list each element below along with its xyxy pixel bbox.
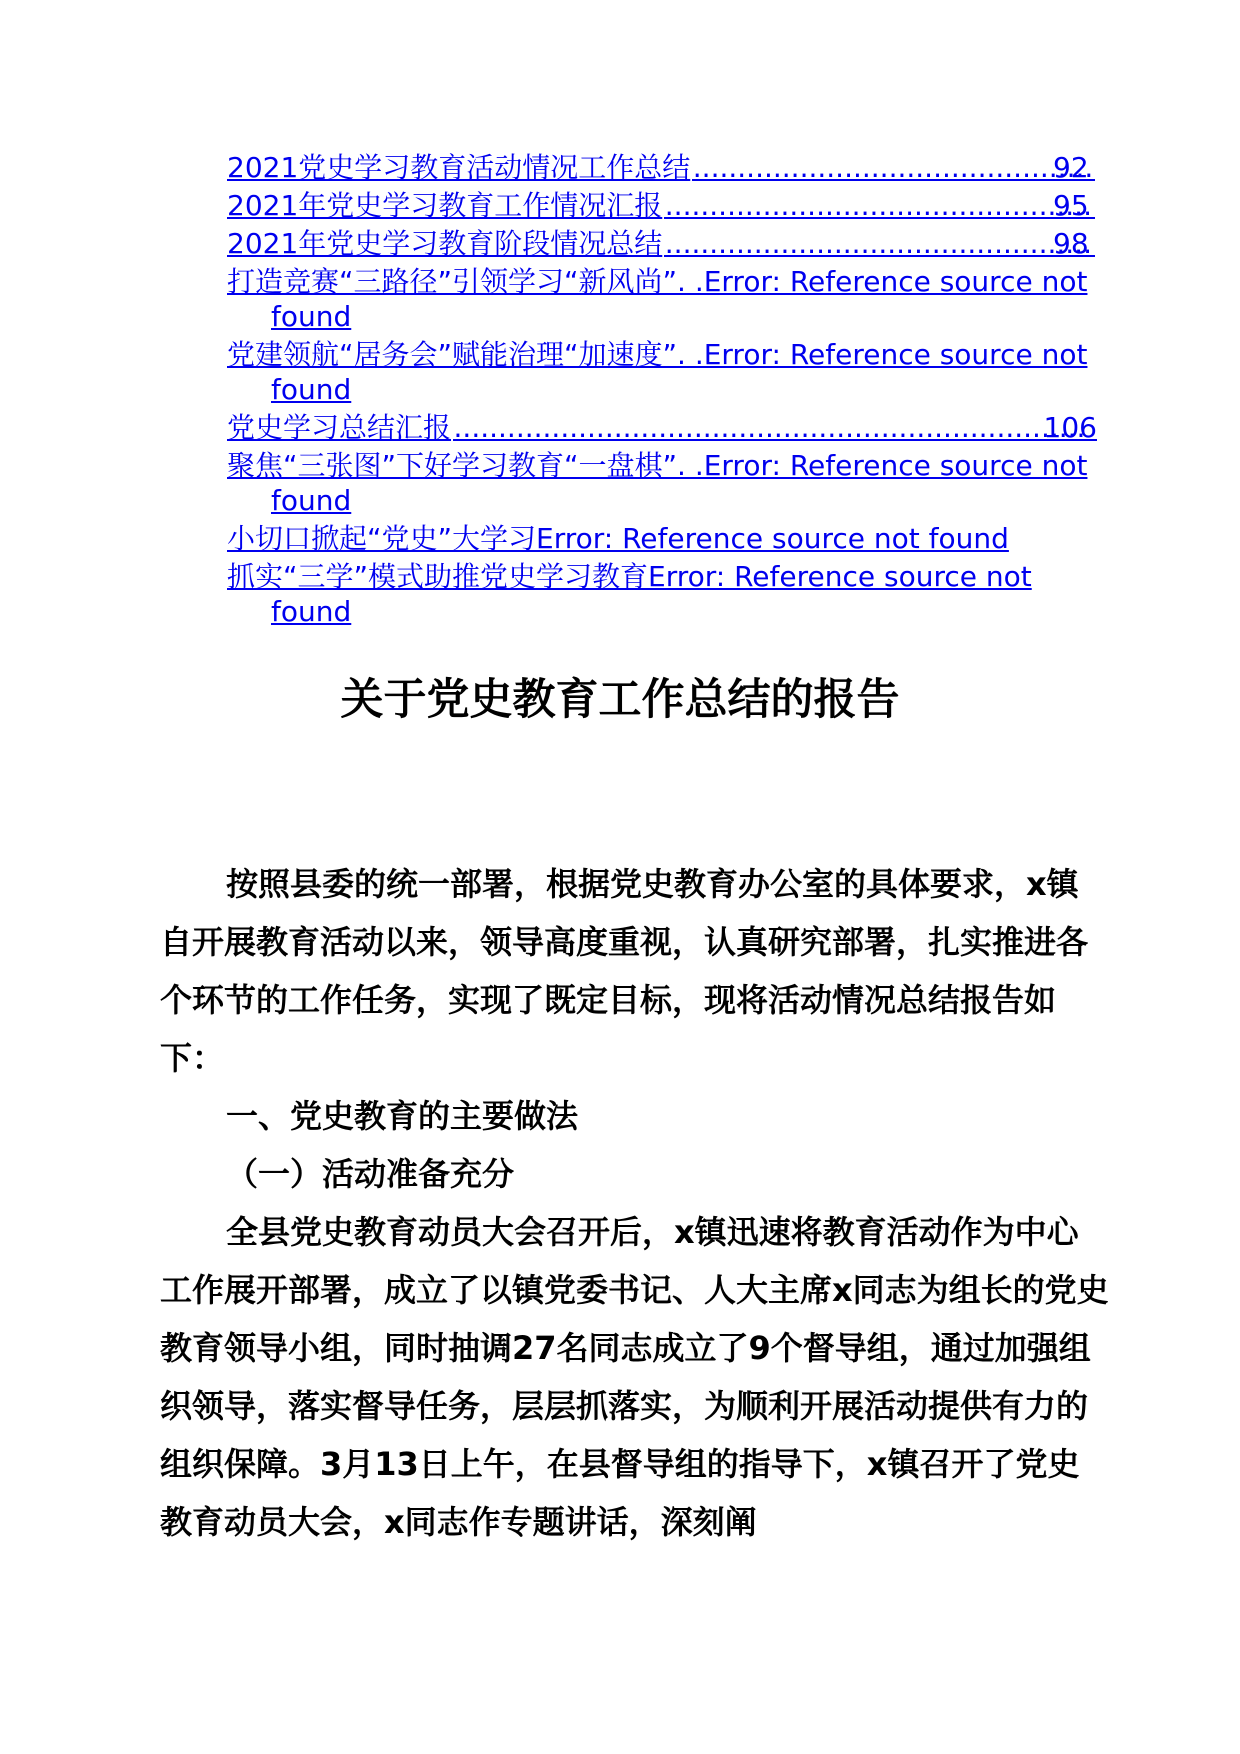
toc-page-number: 106 <box>1043 411 1097 444</box>
toc-leader-dots <box>664 226 1095 261</box>
toc-leader-dots <box>664 188 1095 223</box>
toc-leader-dots <box>692 150 1095 185</box>
toc-entry[interactable]: 聚焦“三张图”下好学习教育“一盘棋”. .Error: Reference source not found <box>227 449 1088 517</box>
document-body <box>160 855 1110 1551</box>
toc-entry[interactable]: 2021年党史学习教育阶段情况总结 ..... 98 <box>227 226 1097 261</box>
toc-entry[interactable]: 小切口掀起“党史”大学习Error: Reference source not found <box>227 522 1009 555</box>
toc-entry[interactable]: 党建领航“居务会”赋能治理“加速度”. .Error: Reference source not found <box>227 338 1088 406</box>
table-of-contents <box>227 150 1097 632</box>
subsection-heading: （一）活动准备充分 <box>226 1155 515 1193</box>
toc-entry[interactable]: 党史学习总结汇报 ..... 106 <box>227 410 1097 445</box>
toc-leader-dots <box>453 410 1086 445</box>
document-title: 关于党史教育工作总结的报告 <box>340 675 900 725</box>
section-heading: 一、党史教育的主要做法 <box>226 1097 579 1135</box>
toc-entry[interactable]: 打造竞赛“三路径”引领学习“新风尚”. .Error: Reference source not found <box>227 265 1088 333</box>
body-paragraph: 按照县委的统一部署，根据党史教育办公室的具体要求，x镇自开展教育活动以来，领导高度重视，认真研究部署，扎实推进各个环节的工作任务，实现了既定目标，现将活动情况总结报告如下： <box>160 865 1089 1077</box>
body-paragraph: 全县党史教育动员大会召开后，x镇迅速将教育活动作为中心工作展开部署，成立了以镇党委书记、人大主席x同志为组长的党史教育领导小组，同时抽调27名同志成立了9个督导组，通过加强组织领导，落实督导任务，层层抓落实，为顺利开展活动提供有力的组织保障。3月13日上午，在县督导组的指导下，x镇召开了党史教育动员大会，x同志作专题讲话，深刻阐 <box>160 1213 1109 1541</box>
toc-entry[interactable]: 2021党史学习教育活动情况工作总结 ..... 92 <box>227 150 1097 185</box>
toc-entry[interactable]: 2021年党史学习教育工作情况汇报 ..... 95 <box>227 188 1097 223</box>
toc-entry[interactable]: 抓实“三学”模式助推党史学习教育Error: Reference source not found <box>227 560 1032 628</box>
